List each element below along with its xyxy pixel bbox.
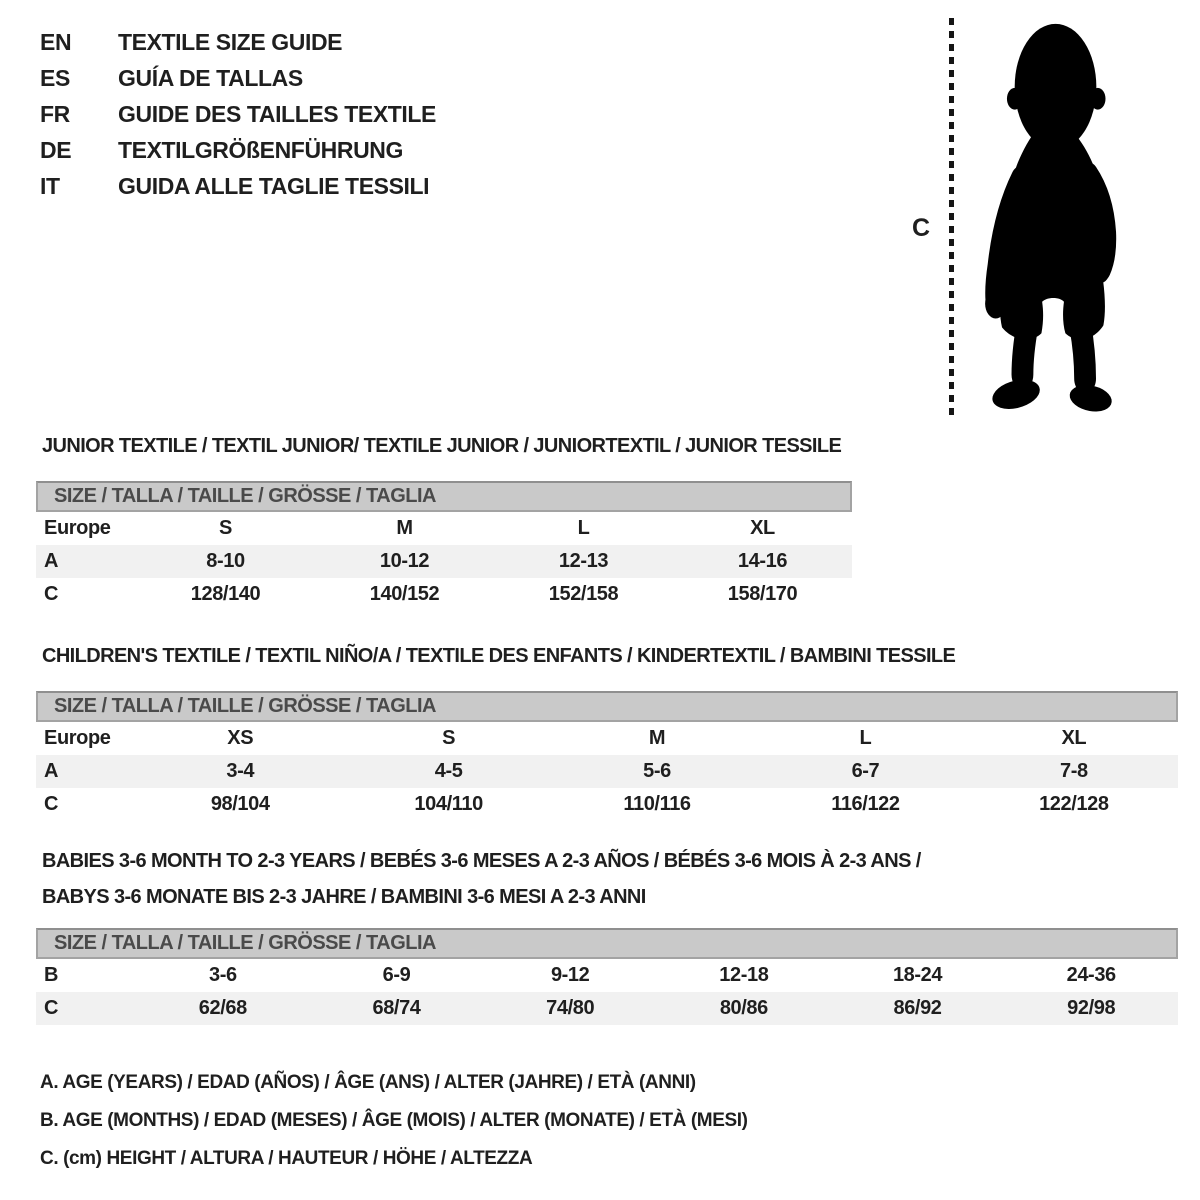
guide-title-de: TEXTILGRÖßENFÜHRUNG xyxy=(118,136,403,163)
table-cell: 18-24 xyxy=(892,964,943,986)
table-cell: 104/110 xyxy=(414,793,483,815)
table-cell: S xyxy=(442,727,456,749)
table-cell: XL xyxy=(1061,727,1087,749)
table-cell: 24-36 xyxy=(1066,964,1116,986)
table-row-height xyxy=(36,788,1178,821)
size-header-bar xyxy=(36,481,852,512)
table-cell: 6-9 xyxy=(382,964,411,986)
table-cell: 9-12 xyxy=(550,964,590,986)
table-cell: XL xyxy=(750,517,775,539)
table-cell: 14-16 xyxy=(737,550,788,572)
language-row-de xyxy=(40,132,436,168)
table-cell: 6-7 xyxy=(851,760,880,782)
table-cell: 158/170 xyxy=(727,583,798,605)
language-row-es xyxy=(40,60,436,96)
language-code: EN xyxy=(40,28,72,55)
babies-textile-section xyxy=(36,843,1178,1025)
table-cell: 68/74 xyxy=(372,997,421,1019)
row-label: A xyxy=(44,760,59,782)
table-cell: 80/86 xyxy=(719,997,768,1019)
row-label: Europe xyxy=(44,727,111,749)
height-measure-label: C xyxy=(912,214,930,242)
table-row-age-months xyxy=(36,959,1178,992)
table-cell: 110/116 xyxy=(623,793,691,815)
children-section-title: CHILDREN'S TEXTILE / TEXTIL NIÑO/A / TEXTILE DES ENFANTS / KINDERTEXTIL / BAMBINI TESSILE xyxy=(42,645,956,667)
children-textile-section xyxy=(36,644,1178,821)
language-guide-list xyxy=(40,24,436,204)
babies-size-table xyxy=(36,928,1178,1025)
legend-line-c: C. (cm) HEIGHT / ALTURA / HAUTEUR / HÖHE / ALTEZZA xyxy=(40,1148,533,1169)
language-row-fr xyxy=(40,96,436,132)
size-header-bar xyxy=(36,928,1178,959)
table-cell: L xyxy=(859,727,872,749)
language-row-it xyxy=(40,168,436,204)
guide-title-it: GUIDA ALLE TAGLIE TESSILI xyxy=(118,172,430,199)
table-cell: 92/98 xyxy=(1067,997,1116,1019)
table-cell: 74/80 xyxy=(546,997,595,1019)
language-row-en xyxy=(40,24,436,60)
row-label: C xyxy=(44,997,59,1019)
table-cell: 152/158 xyxy=(548,583,619,605)
table-row-height xyxy=(36,578,852,611)
table-row-height xyxy=(36,992,1178,1025)
table-cell: 12-18 xyxy=(719,964,769,986)
size-header-label: SIZE / TALLA / TAILLE / GRÖSSE / TAGLIA xyxy=(54,932,436,954)
table-cell: 98/104 xyxy=(210,793,270,815)
size-header-label: SIZE / TALLA / TAILLE / GRÖSSE / TAGLIA xyxy=(54,485,436,507)
table-cell: S xyxy=(219,517,232,539)
table-cell: 122/128 xyxy=(1039,793,1109,815)
table-row-age xyxy=(36,545,852,578)
language-code: ES xyxy=(40,64,70,91)
table-cell: 4-5 xyxy=(434,760,463,782)
table-row-europe xyxy=(36,722,1178,755)
table-cell: XS xyxy=(227,727,254,749)
row-label: A xyxy=(44,550,59,572)
toddler-silhouette-icon xyxy=(964,14,1140,418)
language-code: IT xyxy=(40,172,60,199)
table-cell: 3-4 xyxy=(226,760,255,782)
table-cell: 62/68 xyxy=(198,997,247,1019)
babies-section-title-line1: BABIES 3-6 MONTH TO 2-3 YEARS / BEBÉS 3-6 MESES A 2-3 AÑOS / BÉBÉS 3-6 MOIS À 2-3 ANS / xyxy=(42,850,921,872)
row-label: B xyxy=(44,964,59,986)
children-size-table xyxy=(36,691,1178,821)
table-cell: 7-8 xyxy=(1059,760,1088,782)
measurement-legend xyxy=(40,1064,748,1178)
table-cell: 5-6 xyxy=(643,760,671,782)
row-label: C xyxy=(44,793,59,815)
table-cell: 140/152 xyxy=(369,583,440,605)
legend-line-b: B. AGE (MONTHS) / EDAD (MESES) / ÂGE (MOIS) / ALTER (MONATE) / ETÀ (MESI) xyxy=(40,1110,748,1131)
size-header-bar xyxy=(36,691,1178,722)
language-code: DE xyxy=(40,136,72,163)
guide-title-fr: GUIDE DES TAILLES TEXTILE xyxy=(118,100,436,127)
table-cell: 86/92 xyxy=(893,997,942,1019)
table-cell: 116/122 xyxy=(831,793,900,815)
row-label: Europe xyxy=(44,517,111,539)
language-code: FR xyxy=(40,100,70,127)
legend-line-a: A. AGE (YEARS) / EDAD (AÑOS) / ÂGE (ANS) / ALTER (JAHRE) / ETÀ (ANNI) xyxy=(40,1072,696,1093)
junior-textile-section xyxy=(36,434,852,611)
table-row-age xyxy=(36,755,1178,788)
guide-title-es: GUÍA DE TALLAS xyxy=(118,64,303,91)
guide-title-en: TEXTILE SIZE GUIDE xyxy=(118,28,343,55)
table-cell: 12-13 xyxy=(558,550,609,572)
row-label: C xyxy=(44,583,59,605)
junior-size-table xyxy=(36,481,852,611)
junior-section-title: JUNIOR TEXTILE / TEXTIL JUNIOR/ TEXTILE JUNIOR / JUNIORTEXTIL / JUNIOR TESSILE xyxy=(42,435,842,457)
table-cell: M xyxy=(396,517,413,539)
height-measure-dashed-line xyxy=(949,18,954,416)
table-cell: L xyxy=(577,517,590,539)
table-cell: 10-12 xyxy=(379,550,430,572)
table-row-europe xyxy=(36,512,852,545)
size-header-label: SIZE / TALLA / TAILLE / GRÖSSE / TAGLIA xyxy=(54,695,436,717)
babies-section-title-line2: BABYS 3-6 MONATE BIS 2-3 JAHRE / BAMBINI 3-6 MESI A 2-3 ANNI xyxy=(42,886,646,908)
table-cell: 8-10 xyxy=(206,550,245,572)
table-cell: M xyxy=(648,727,666,749)
table-cell: 128/140 xyxy=(190,583,261,605)
table-cell: 3-6 xyxy=(208,964,237,986)
